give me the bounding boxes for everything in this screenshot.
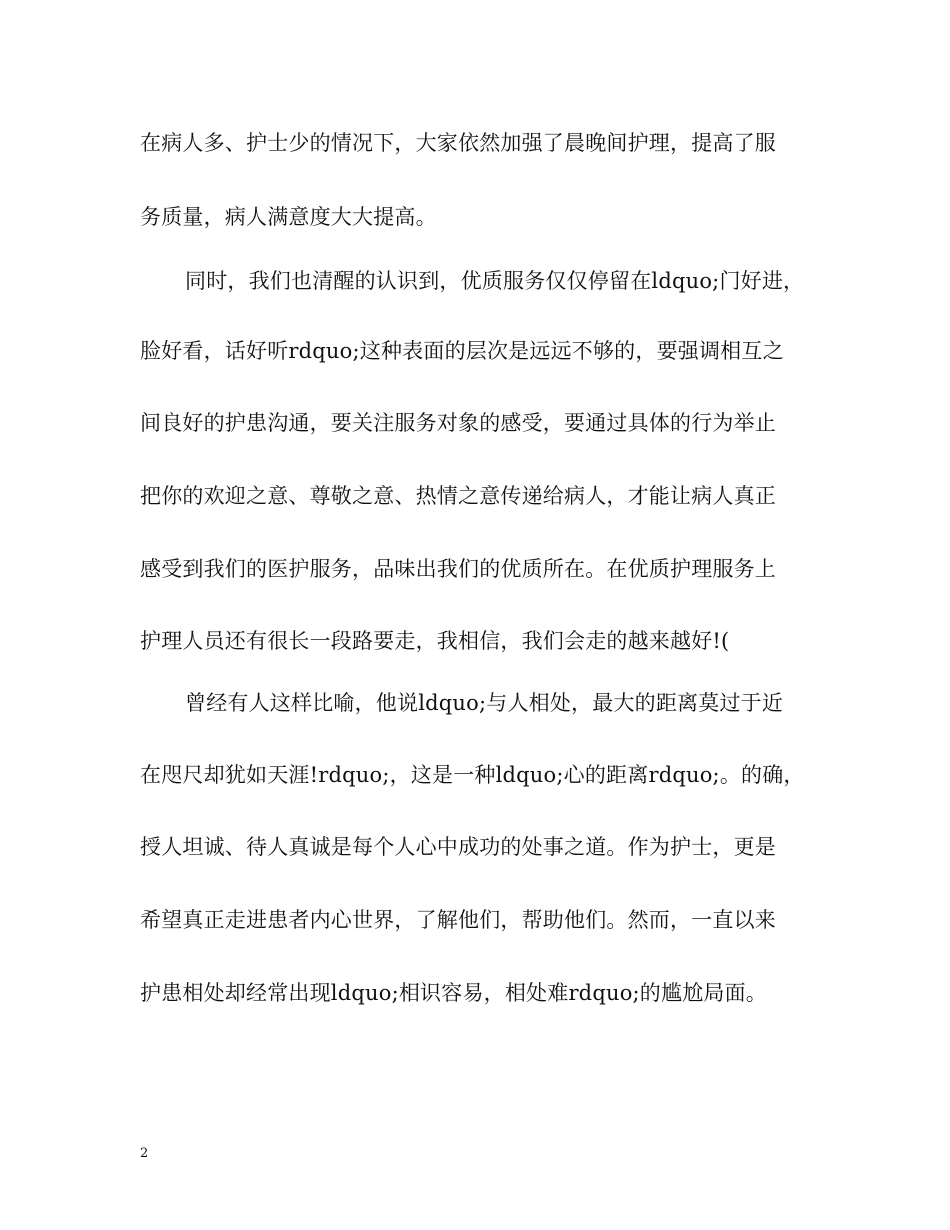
text-line: 授人坦诚、待人真诚是每个人心中成功的处事之道。作为护士，更是 xyxy=(140,835,776,859)
text-line: 脸好看，话好听rdquo;这种表面的层次是远远不够的，要强调相互之 xyxy=(140,339,784,363)
text-line: 间良好的护患沟通，要关注服务对象的感受，要通过具体的行为举止 xyxy=(140,411,776,435)
paragraph-start-line: 同时，我们也清醒的认识到，优质服务仅仅停留在ldquo;门好进， xyxy=(185,269,805,293)
text-line: 在病人多、护士少的情况下，大家依然加强了晨晚间护理，提高了服 xyxy=(140,131,776,155)
text-line: 务质量，病人满意度大大提高。 xyxy=(140,205,437,229)
text-line: 感受到我们的医护服务，品味出我们的优质所在。在优质护理服务上 xyxy=(140,557,776,581)
text-line: 护患相处却经常出现ldquo;相识容易，相处难rdquo;的尴尬局面。 xyxy=(140,981,768,1005)
text-line: 在咫尺却犹如天涯!rdquo;，这是一种ldquo;心的距离rdquo;。的确， xyxy=(140,763,805,787)
text-line: 护理人员还有很长一段路要走，我相信，我们会走的越来越好!( xyxy=(140,629,730,653)
page-number: 2 xyxy=(140,1146,149,1161)
text-line: 把你的欢迎之意、尊敬之意、热情之意传递给病人，才能让病人真正 xyxy=(140,484,776,508)
text-line: 希望真正走进患者内心世界，了解他们，帮助他们。然而，一直以来 xyxy=(140,908,776,932)
paragraph-start-line: 曾经有人这样比喻，他说ldquo;与人相处，最大的距离莫过于近 xyxy=(185,691,784,715)
